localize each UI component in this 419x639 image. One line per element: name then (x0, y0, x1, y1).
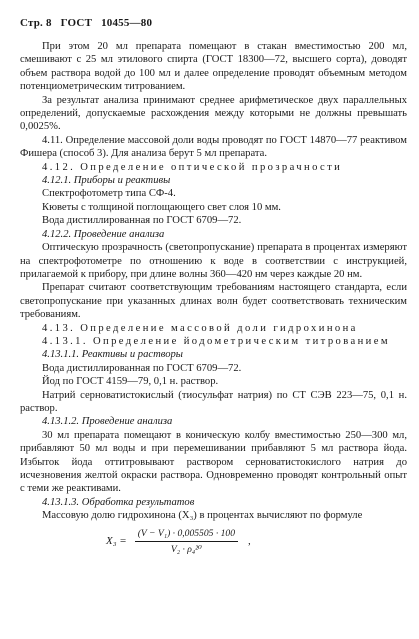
list-item: Вода дистиллированная по ГОСТ 6709—72. (42, 362, 242, 374)
subheading-4-13-1-3: 4.13.1.3. Обработка результатов (42, 496, 195, 508)
section-heading-4-12: 4.12. Определение оптической прозрачности (42, 161, 343, 173)
formula-numerator: (V − V₁) · 0,005505 · 100 (135, 527, 238, 542)
paragraph: Оптическую прозрачность (светопропускание) препарата в процентах измеряют на спектрофотометре по отношению к воде в соответствии с инструкцией, прилагаемой к прибору, при длине волны 360—420 нм через каждые 20 нм. (20, 242, 407, 280)
paragraph: За результат анализа принимают среднее арифметическое двух параллельных определений, допускаемые расхождения между которыми не должны превышать 0,0025%. (20, 94, 407, 133)
list-item: Натрий серноватистокислый (тиосульфат натрия) по СТ СЭВ 223—75, 0,1 н. раствор. (20, 389, 407, 414)
list-item: Вода дистиллированная по ГОСТ 6709—72. (42, 215, 242, 227)
formula-tail: , (248, 534, 251, 547)
paragraph: Массовую долю гидрохинона (X₃) в процентах вычисляют по формуле (42, 510, 363, 522)
subheading-4-12-2: 4.12.2. Проведение анализа (42, 228, 165, 240)
formula-denominator: V₂ · ρ₄²⁰ (170, 544, 202, 556)
paragraph: При этом 20 мл препарата помещают в стакан вместимостью 200 мл, смешивают с 25 мл этилового спирта (ГОСТ 18300—72, высшего сорта), доводят объем раствора водой до 100 мл и далее определение проводят объемным методом потенциометрическим титрованием. (20, 41, 407, 93)
standard-number: 10455—80 (101, 17, 153, 29)
standard-label: ГОСТ (60, 17, 93, 29)
list-item: Спектрофотометр типа СФ-4. (42, 188, 176, 200)
page-header (20, 17, 158, 30)
subheading-4-13-1-2: 4.13.1.2. Проведение анализа (42, 416, 173, 428)
subheading-4-12-1: 4.12.1. Приборы и реактивы (42, 175, 171, 187)
formula (106, 527, 407, 557)
formula-lhs: X₃ = (106, 534, 127, 547)
section-heading-4-13-1: 4.13.1. Определение йодометрическим титрованием (42, 335, 390, 347)
list-item: Йод по ГОСТ 4159—79, 0,1 н. раствор. (42, 376, 219, 388)
document-body (20, 40, 407, 556)
paragraph: 30 мл препарата помещают в коническую колбу вместимостью 250—300 мл, прибавляют 50 мл воды и при перемешивании прибавляют 5 мл раствора йода. Избыток йода оттитровывают раствором серноватистокислого натрия до исчезновения желтой окраски раствора. Одновременно проводят контрольный опыт с теми же реактивами. (20, 429, 407, 495)
list-item: Кюветы с толщиной поглощающего свет слоя 10 мм. (42, 201, 281, 213)
formula-fraction (135, 527, 238, 557)
section-4-11: 4.11. Определение массовой доли воды проводят по ГОСТ 14870—77 реактивом Фишера (способ 3). Для анализа берут 5 мл препарата. (20, 134, 407, 160)
section-heading-4-13: 4.13. Определение массовой доли гидрохинона (42, 322, 358, 334)
paragraph: Препарат считают соответствующим требованиям настоящего стандарта, если светопропускание при указанных длинах волн будет соответствовать техническим требованиям. (20, 282, 407, 321)
page-number: Стр. 8 (20, 17, 52, 29)
subheading-4-13-1-1: 4.13.1.1. Реактивы и растворы (42, 349, 183, 361)
